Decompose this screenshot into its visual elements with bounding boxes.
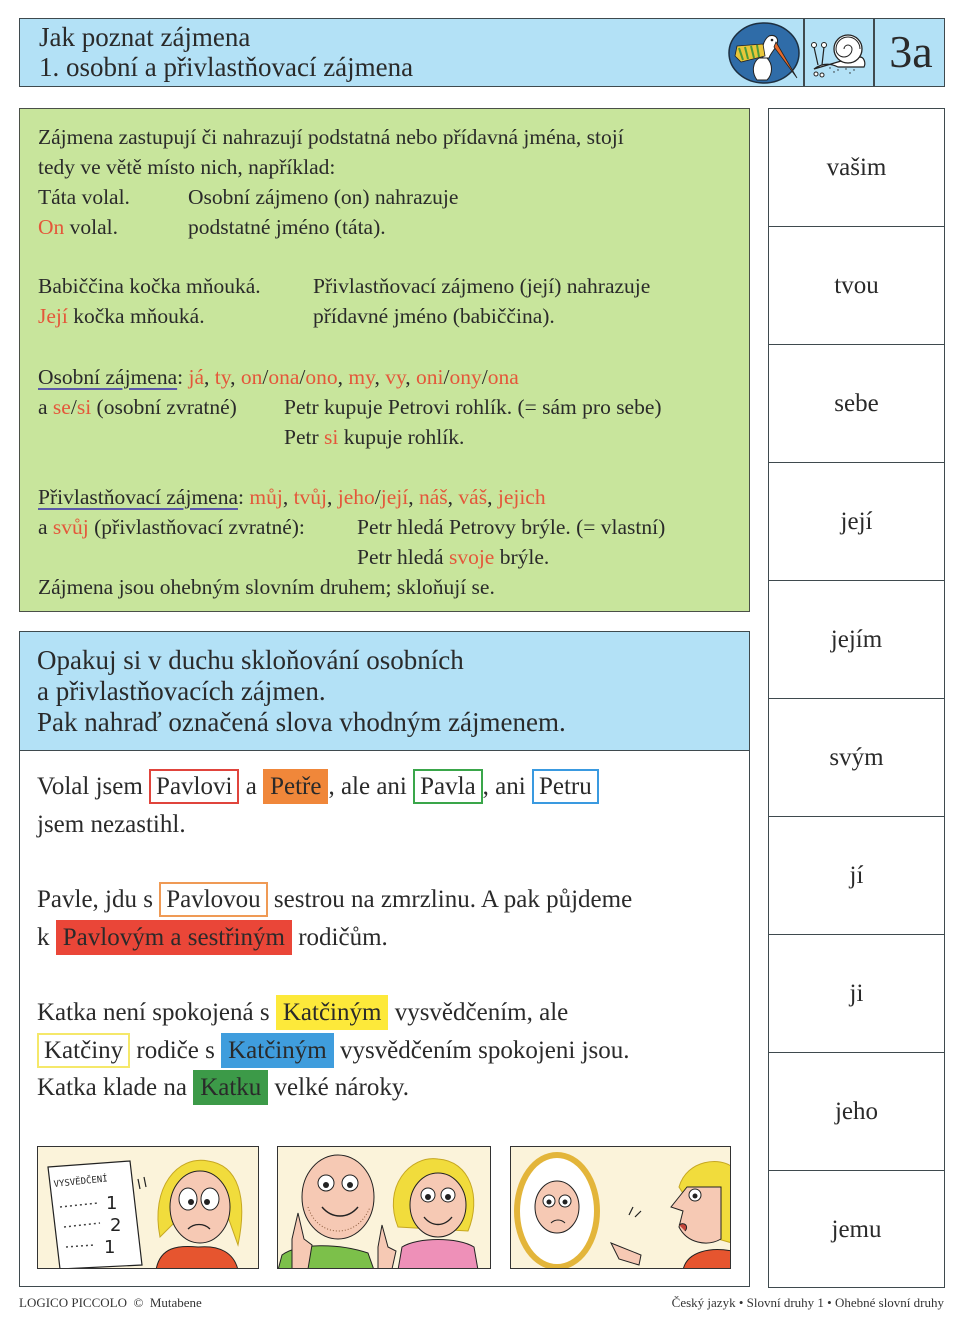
punct: : — [177, 365, 189, 389]
stork-logo-icon — [727, 22, 801, 84]
example-sentence: Petr kupuje Petrovi rohlík. (= sám pro sebe) — [284, 395, 662, 419]
pronoun: my — [348, 365, 375, 389]
page-title: Jak poznat zájmena — [39, 22, 251, 52]
pronoun-highlight: Její — [38, 304, 68, 328]
exercise-sentence: jsem nezastihl. — [37, 811, 186, 838]
exercise-sentence — [37, 768, 599, 805]
pronoun: náš — [419, 485, 448, 509]
pronoun: ona — [268, 365, 300, 389]
girl-at-mirror-illustration — [511, 1147, 731, 1269]
grade: 2 — [110, 1215, 122, 1236]
closing-line: Zájmena jsou ohebným slovním druhem; skloňují se. — [38, 575, 495, 599]
pronoun: se — [52, 395, 71, 419]
pronoun: on — [240, 365, 263, 389]
grade: 1 — [106, 1193, 118, 1214]
header-divider — [803, 19, 805, 86]
marked-word[interactable]: Pavlovým a sestřiným — [56, 920, 292, 955]
text: , ale ani — [328, 773, 414, 800]
text: Katka klade na — [37, 1074, 194, 1101]
pronoun: vy — [385, 365, 406, 389]
answer-card[interactable]: vašim — [769, 109, 944, 227]
answer-card[interactable]: jejím — [769, 581, 944, 699]
text: rodiče s — [130, 1037, 222, 1064]
personal-pronouns-line: Osobní zájmena: já, ty, on/ona/ono, my, vy, oni/ony/ona — [38, 365, 519, 389]
pronoun: můj — [249, 485, 283, 509]
answer-card[interactable]: tvou — [769, 227, 944, 345]
example-sentence — [357, 542, 549, 572]
reflexive-line: a se/si (osobní zvratné) — [38, 395, 237, 419]
example-sentence — [284, 422, 464, 452]
marked-word[interactable]: Pavlovi — [149, 769, 239, 804]
pronoun: ty — [214, 365, 231, 389]
pronoun: ony — [449, 365, 482, 389]
footer-subject: Český jazyk • Slovní druhy 1 • Ohebné slovní druhy — [671, 1295, 944, 1310]
answer-card[interactable]: sebe — [769, 345, 944, 463]
pronoun: její — [380, 485, 409, 509]
pronoun: ona — [487, 365, 519, 389]
exercise-sentence — [37, 881, 632, 918]
marked-word[interactable]: Pavla — [413, 769, 483, 804]
example-right: Přivlastňovací zájmeno (její) nahrazuje — [313, 274, 651, 298]
example-left: Táta volal. — [38, 185, 130, 209]
answer-card[interactable]: svým — [769, 699, 944, 817]
marked-word[interactable]: Katčiným — [276, 995, 389, 1030]
exercise-box — [19, 631, 750, 1287]
punct: : — [238, 485, 250, 509]
exercise-instructions — [20, 632, 749, 751]
text: a — [38, 395, 53, 419]
exercise-sentence — [37, 919, 388, 956]
text: Katka není spokojená s — [37, 999, 276, 1026]
text: vysvědčením, ale — [388, 999, 569, 1026]
possessive-pronouns-line: Přivlastňovací zájmena: můj, tvůj, jeho/její, náš, váš, jejich — [38, 485, 546, 509]
text: kupuje rohlík. — [338, 425, 465, 449]
pronoun: jejich — [497, 485, 546, 509]
reflexive-line — [38, 512, 305, 542]
happy-parents-illustration — [278, 1147, 491, 1269]
example-text: kočka mňouká. — [67, 304, 205, 328]
instruction-line: Pak nahraď označená slova vhodným zájmenem. — [37, 707, 566, 737]
text: sestrou na zmrzlinu. A pak půjdeme — [267, 886, 633, 913]
text: vysvědčením spokojeni jsou. — [333, 1037, 630, 1064]
certificate-title: VYSVĚDČENÍ — [53, 1174, 109, 1190]
personal-pronouns-label: Osobní zájmena — [38, 365, 178, 389]
pronoun: já — [188, 365, 205, 389]
pronoun: oni — [416, 365, 444, 389]
instruction-line: Opakuj si v duchu skloňování osobních — [37, 645, 464, 675]
footer-publisher: LOGICO PICCOLO © Mutabene — [19, 1295, 202, 1310]
intro-line: Zájmena zastupují či nahrazují podstatná nebo přídavná jména, stojí — [38, 125, 624, 149]
example-right: podstatné jméno (táta). — [188, 215, 386, 239]
illustration-parents — [277, 1146, 491, 1269]
exercise-sentence — [37, 994, 568, 1031]
text: (osobní zvratné) — [91, 395, 237, 419]
pronoun: svoje — [448, 545, 495, 569]
illustration-mirror — [510, 1146, 731, 1269]
intro-line: tedy ve větě místo nich, například: — [38, 155, 336, 179]
pronoun: si — [76, 395, 92, 419]
marked-word[interactable]: Katku — [193, 1070, 268, 1105]
text: k — [37, 924, 56, 951]
text: velké nároky. — [268, 1074, 409, 1101]
marked-word[interactable]: Petru — [532, 769, 599, 804]
marked-word[interactable]: Petře — [263, 769, 328, 804]
example-right: přídavné jméno (babiččina). — [313, 304, 555, 328]
answer-card[interactable]: jeho — [769, 1053, 944, 1171]
exercise-sentence — [37, 1032, 630, 1069]
instruction-line: a přivlastňovacích zájmen. — [37, 676, 326, 706]
pronoun: jeho — [337, 485, 375, 509]
page-subtitle: 1. osobní a přivlastňovací zájmena — [39, 52, 414, 82]
text: a — [38, 515, 53, 539]
answer-card[interactable]: ji — [769, 935, 944, 1053]
pronoun: tvůj — [293, 485, 328, 509]
text: brýle. — [494, 545, 550, 569]
pronoun-highlight: On — [38, 215, 65, 239]
example-right: Osobní zájmeno (on) nahrazuje — [188, 185, 459, 209]
text: Petr hledá — [357, 545, 449, 569]
text: , ani — [482, 773, 532, 800]
pronoun: váš — [458, 485, 488, 509]
answer-column — [768, 108, 945, 1288]
pronoun: svůj — [52, 515, 89, 539]
example-left — [38, 212, 118, 242]
grade: 1 — [104, 1237, 116, 1258]
example-left — [38, 301, 205, 331]
example-text: volal. — [64, 215, 119, 239]
example-left: Babiččina kočka mňouká. — [38, 274, 261, 298]
illustration-certificate — [37, 1146, 259, 1269]
marked-word[interactable]: Pavlovou — [159, 882, 267, 917]
text: a — [239, 773, 264, 800]
answer-card[interactable]: její — [769, 463, 944, 581]
pronoun: si — [324, 425, 339, 449]
text: (přivlastňovací zvratné): — [88, 515, 305, 539]
snail-icon — [808, 27, 870, 79]
text: Petr — [284, 425, 325, 449]
text: rodičům. — [291, 924, 388, 951]
marked-word[interactable]: Katčiny — [37, 1033, 130, 1068]
theory-box — [19, 108, 750, 612]
exercise-sentence — [37, 1069, 409, 1106]
answer-card[interactable]: jí — [769, 817, 944, 935]
worksheet-code: 3a — [889, 26, 933, 77]
pronoun: ono — [305, 365, 338, 389]
text: Volal jsem — [37, 773, 150, 800]
example-sentence: Petr hledá Petrovy brýle. (= vlastní) — [357, 515, 666, 539]
possessive-pronouns-label: Přivlastňovací zájmena — [38, 485, 238, 509]
page-header — [19, 18, 945, 87]
marked-word[interactable]: Katčiným — [221, 1033, 334, 1068]
text: Pavle, jdu s — [37, 886, 160, 913]
girl-with-certificate-illustration — [38, 1147, 259, 1269]
answer-card[interactable]: jemu — [831, 1216, 882, 1243]
header-divider — [873, 19, 875, 86]
